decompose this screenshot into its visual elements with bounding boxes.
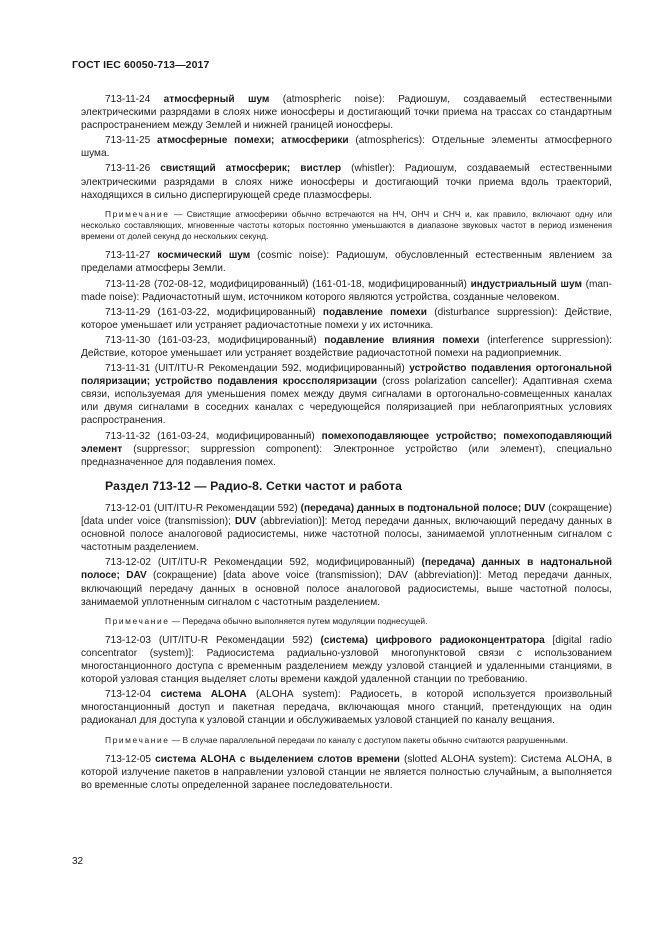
term-entry: 713-11-29 (161-03-22, модифицированный) подавление помехи (disturbance suppression): Действие, которое уменьшает или устраняет радиочастотные помехи у их источника. bbox=[81, 306, 612, 331]
term-entry: 713-11-32 (161-03-24, модифицированный) помехоподавляющее устройство; помехоподавляющий элемент (suppressor; suppression component): Электронное устройство (или элемент), специально предназначенное для подавления помех. bbox=[81, 430, 612, 468]
document-header: ГОСТ IEC 60050-713—2017 bbox=[72, 59, 210, 71]
document-body bbox=[81, 93, 612, 792]
term-entry: 713-12-05 система ALOHA с выделением слотов времени (slotted ALOHA system): Система ALOHA, в которой излучение пакетов в направлении узловой станции не является полностью случайным, а выполняется во временные слоты определенной заранее последовательности. bbox=[81, 753, 612, 791]
term-entry: 713-11-26 свистящий атмосферик; вистлер (whistler): Радиошум, создаваемый естественными электрическими разрядами в слоях ниже ионосферы и достигающий точки приема вдоль траекторий, находящихся в сильно диспергирующей среде плазмосферы. bbox=[81, 163, 612, 201]
section-heading: Раздел 713-12 — Радио-8. Сетки частот и работа bbox=[105, 478, 402, 493]
term-entry: 713-11-27 космический шум (cosmic noise): Радиошум, обусловленный естественным явлением за пределами атмосферы Земли. bbox=[81, 250, 612, 275]
note: Примечание — В случае параллельной передачи по каналу с доступом пакеты обычно считаются разрушенными. bbox=[105, 734, 568, 745]
term-entry: 713-12-02 (UIT/ITU-R Рекомендации 592, модифицированный) (передача) данных в надтональной полосе; DAV (сокращение) [data above voice (transmission); DAV (abbreviation)]: Метод передачи данных, включающий передачу данных в основной полосе аналоговой радиосистемы, выше частотной полосы, занимаемой уплотненным сигналом с частотным разделением. bbox=[81, 557, 613, 608]
term-entry: 713-12-04 система ALOHA (ALOHA system): Радиосеть, в которой используется произвольный многостанционный доступ и пакетная передача, включающая много станций, претендующих на один радиоканал для доступа к узловой станции и обслуживаемых узловой станцией по каналу вещания. bbox=[81, 689, 612, 727]
note: Примечание — Свистящие атмосферики обычно встречаются на НЧ, ОНЧ и СНЧ и, как правило, включают одну или несколько составляющих, мгновенные частоты которых постоянно уменьшаются в диапазоне звуковых частот в период изменения времени от долей секунд до нескольких секунд. bbox=[81, 208, 612, 242]
term-entry: 713-11-24 атмосферный шум (atmospheric noise): Радиошум, создаваемый естественными электрическими разрядами в слоях ниже ионосферы и достигающий точки приема на трассах со стандартным распространением между Землей и нижней границей ионосферы. bbox=[81, 94, 612, 132]
term-entry: 713-12-01 (UIT/ITU-R Рекомендации 592) (передача) данных в подтональной полосе; DUV (сокращение) [data under voice (transmission); DUV (abbreviation)]: Метод передачи данных, включающий передачу данных в основной полосе аналоговой радиосистемы, ниже частотной полосы, занимаемой уплотненным сигналом с частотным разделением. bbox=[81, 502, 612, 554]
term-entry: 713-12-03 (UIT/ITU-R Рекомендации 592) (система) цифрового радиоконцентратора [digital radio concentrator (system)]: Радиосистема радиально-узловой многопунктовой связи с использованием многостанционного доступа с временным разделением между узловой станцией и удаленными станциями, в которой узловая станция выделяет слоты времени каждой удаленной станции по требованию. bbox=[81, 634, 612, 686]
page-number: 32 bbox=[72, 856, 84, 867]
note: Примечание — Передача обычно выполняется путем модуляции поднесущей. bbox=[105, 615, 428, 626]
term-entry: 713-11-25 атмосферные помехи; атмосферики (atmospherics): Отдельные элементы атмосферного шума. bbox=[81, 135, 612, 160]
term-entry: 713-11-28 (702-08-12, модифицированный) (161-01-18, модифицированный) индустриальный шум (man-made noise): Радиочастотный шум, источником которого являются устройства, созданные человеком. bbox=[81, 278, 612, 303]
term-entry: 713-11-31 (UIT/ITU-R Рекомендации 592, модифицированный) устройство подавления ортогональной поляризации; устройство подавления кроссполяризации (cross polarization canceller): Адаптивная схема связи, используемая для уменьшения помех между двумя сигналами в ортогонально-совмещенных каналах или двумя сигналами в соседних каналах с чередующейся поляризацией при неблагоприятных условиях распространения. bbox=[81, 363, 612, 427]
term-entry: 713-11-30 (161-03-23, модифицированный) подавление влияния помехи (interference suppression): Действие, которое уменьшает или устраняет воздействие радиочастотной помехи на радиоприемник. bbox=[81, 334, 612, 360]
